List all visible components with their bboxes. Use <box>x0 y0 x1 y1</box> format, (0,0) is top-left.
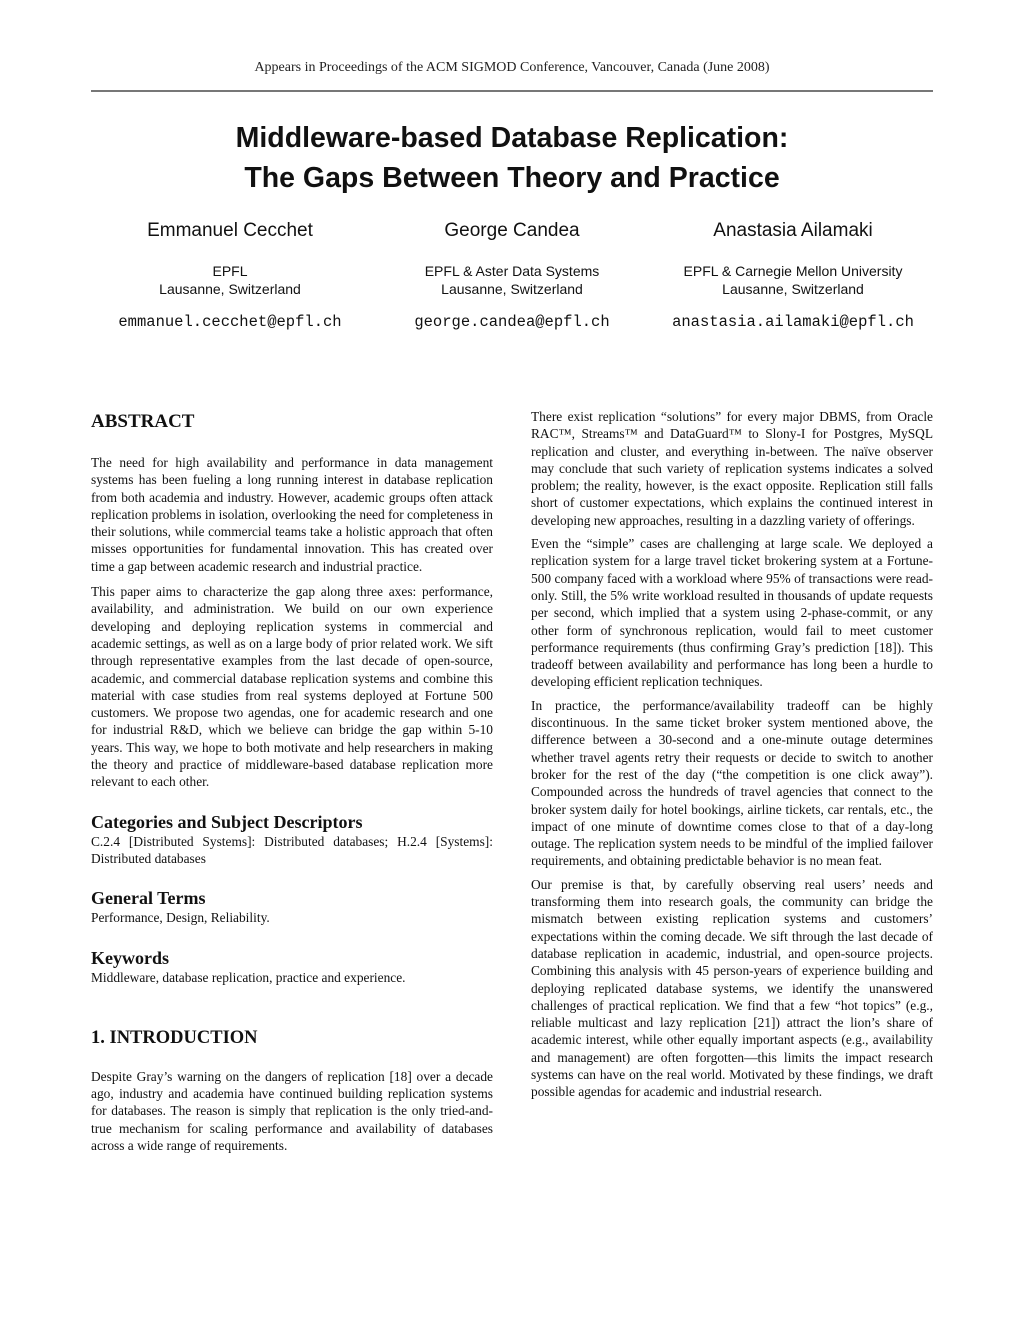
running-header: Appears in Proceedings of the ACM SIGMOD Conference, Vancouver, Canada (June 2008) <box>254 60 770 75</box>
introduction-paragraph-1: Despite Gray’s warning on the dangers of replication [18] over a decade ago, industry and academia have continued building replication systems for databases. The reason is simply that replication is the only tried-and-true mechanism for scaling performance and availability of databases across a wide range of requirements. <box>91 1068 493 1154</box>
right-paragraph-2: Even the “simple” cases are challenging at large scale. We deployed a replication system for a large travel ticket brokering system at a Fortune-500 company faced with a workload where 95% of transactions were read-only. Still, the 5% write workload resulted in thousands of update requests per second, which implied that a system using 2-phase-commit, or any other form of synchronous replication, would fail to meet customer performance requirements (thus confirming Gray’s prediction [18]). This tradeoff between availability and performance has long been a hurdle to developing efficient replication techniques. <box>531 536 933 690</box>
affiliation-line-2: Lausanne, Switzerland <box>159 281 301 297</box>
affiliation-line-2: Lausanne, Switzerland <box>722 281 864 297</box>
affiliation-line-1: EPFL <box>212 263 248 279</box>
author-email: emmanuel.cecchet@epfl.ch <box>118 313 342 331</box>
paper-title <box>0 118 1024 198</box>
affiliation-line-1: EPFL & Carnegie Mellon University <box>683 263 903 279</box>
author-name: George Candea <box>444 220 580 241</box>
keywords-heading: Keywords <box>91 947 169 968</box>
left-column <box>91 408 493 1160</box>
general-terms-heading: General Terms <box>91 888 206 909</box>
title-line-2: The Gaps Between Theory and Practice <box>244 162 780 194</box>
author-1 <box>80 218 380 332</box>
author-affiliation <box>362 262 662 298</box>
categories-heading: Categories and Subject Descriptors <box>91 811 363 832</box>
abstract-heading: ABSTRACT <box>91 411 195 432</box>
title-line-1: Middleware-based Database Replication: <box>235 122 789 154</box>
author-affiliation <box>643 262 943 298</box>
affiliation-line-2: Lausanne, Switzerland <box>441 281 583 297</box>
introduction-heading: 1. INTRODUCTION <box>91 1027 258 1048</box>
right-paragraph-1: There exist replication “solutions” for every major DBMS, from Oracle RAC™, Streams™ and DataGuard™ to Slony-I for Postgres, MySQL replication and cluster, and everything in-between. The naïve observer may conclude that such variety of replication systems indicates a solved problem; the reality, however, is the exact opposite. Replication still falls short of customer expectations, which explains the continued interest in developing new approaches, resulting in a dazzling variety of offerings. <box>531 409 933 528</box>
author-name: Anastasia Ailamaki <box>713 220 873 241</box>
author-email: george.candea@epfl.ch <box>414 313 610 331</box>
general-terms-text: Performance, Design, Reliability. <box>91 910 270 926</box>
affiliation-line-1: EPFL & Aster Data Systems <box>424 263 600 279</box>
author-2 <box>362 218 662 332</box>
right-column <box>531 408 933 1107</box>
categories-text: C.2.4 [Distributed Systems]: Distributed databases; H.2.4 [Systems]: Distributed databases <box>91 833 493 866</box>
right-paragraph-3: In practice, the performance/availability tradeoff can be highly discontinuous. In the same ticket broker system mentioned above, the difference between a 30-second and a one-minute outage determines whether travel agents retry their requests or decide to switch to another broker for the rest of the day (“the competition is one click away”). Compounded across the hundreds of travel agencies that connect to the broker system daily for hotel bookings, airline tickets, car rentals, etc., the impact of one minute of downtime comes close to that of a day-long outage. The replication system needs to be mindful of the implied failover requirements, and obtaining predictable behavior is no mean feat. <box>531 697 933 869</box>
author-affiliation <box>80 262 380 298</box>
author-email: anastasia.ailamaki@epfl.ch <box>672 313 914 331</box>
author-3 <box>643 218 943 332</box>
keywords-text: Middleware, database replication, practice and experience. <box>91 969 406 985</box>
abstract-paragraph-1: The need for high availability and performance in data management systems has been fueling a long running interest in database replication from both academia and industry. However, academic groups often attack replication problems in isolation, overlooking the need for completeness in their solutions, while commercial teams take a holistic approach that often misses opportunities for fundamental innovation. This has created over time a gap between academic research and industrial practice. <box>91 455 493 574</box>
author-name: Emmanuel Cecchet <box>147 220 313 241</box>
right-paragraph-4: Our premise is that, by carefully observing real users’ needs and transforming them into research goals, the community can bridge the mismatch between existing replication systems and customers’ expectations within the coming decade. We sift through the last decade of database replication in academic, industrial, and open-source projects. Combining this analysis with 45 person-years of experience building and deploying replicated database systems, we identify the unanswered challenges of practical replication. We find that a few “hot topics” (e.g., reliable multicast and lazy replication [21]) attract the lion’s share of academic interest, while other equally important aspects (e.g., availability and management) are often forgotten—this limits the impact research systems can have on the real world. Motivated by these findings, we draft possible agendas for academic and industrial research. <box>531 876 933 1100</box>
abstract-paragraph-2: This paper aims to characterize the gap along three axes: performance, availability, and administration. We build on our own experience developing and deploying replication systems in commercial and academic settings, as well as on a large body of prior related work. We sift through representative examples from the last decade of open-source, academic, and commercial database replication systems and combine this material with case studies from real systems deployed at Fortune 500 customers. We propose two agendas, one for academic research and one for industrial R&D, which we believe can bridge the gap within 5-10 years. This way, we hope to both motivate and help researchers in making the theory and practice of middleware-based database replication more relevant to each other. <box>91 584 493 790</box>
header-rule <box>91 90 933 92</box>
